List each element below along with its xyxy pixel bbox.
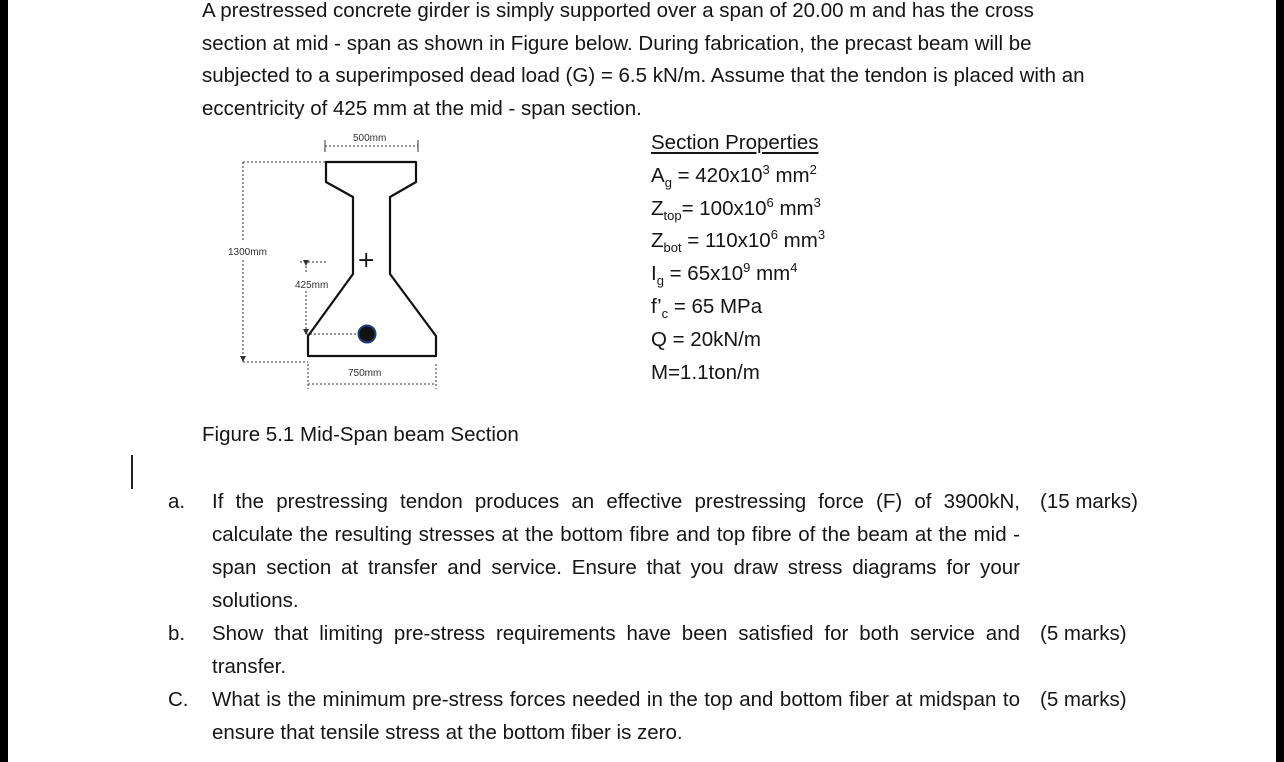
question-marks: (15 marks) <box>1040 490 1138 513</box>
bottom-section-modulus-property: $Z_{bot} = 110x10^6$ $mm^3$ <box>651 227 826 256</box>
question-item <box>168 485 1168 617</box>
question-text: Show that limiting pre-stress requirements have been satisfied for both service and transfer. <box>212 622 1020 678</box>
eccentricity-label: 425mm <box>295 280 329 291</box>
question-letter: b. <box>168 622 186 645</box>
centroid-marker: + <box>357 248 376 273</box>
question-letter: a. <box>168 490 186 513</box>
live-load-property: Q = 20kN/m <box>651 327 761 351</box>
moment-property: M=1.1ton/m <box>651 360 760 384</box>
document-page <box>8 0 1276 762</box>
concrete-strength-property: $f’_c = 65$ MPa <box>651 294 763 322</box>
question-item <box>168 683 1168 749</box>
gross-area-property: $A_g = 420x10^3$ $mm^2$ <box>651 161 817 190</box>
bottom-width-label: 750mm <box>348 368 382 379</box>
bottom-width-dimension <box>308 364 436 389</box>
top-width-label: 500mm <box>353 133 387 144</box>
top-section-modulus-property: $Z_{top}= 100x10^6$ $mm^3$ <box>651 194 821 223</box>
mid-span-section-figure <box>208 124 448 394</box>
eccentricity-dimension <box>295 260 358 335</box>
top-width-dimension <box>325 133 418 152</box>
moment-of-inertia-property: $I_g = 65x10^9$ $mm^4$ <box>651 260 798 289</box>
text-cursor <box>131 455 133 489</box>
tendon-circle <box>359 326 376 343</box>
question-marks: (5 marks) <box>1040 688 1127 711</box>
i-beam-section-drawing <box>208 124 448 394</box>
problem-statement: A prestressed concrete girder is simply supported over a span of 20.00 m and has the cross section at mid - span as shown in Figure below. During fabrication, the precast beam will be subjected to a superimposed dead load (G) = 6.5 kN/m. Assume that the tendon is placed with an eccentricity of 425 mm at the mid - span section. <box>202 0 1085 120</box>
height-label: 1300mm <box>228 247 267 258</box>
question-text: What is the minimum pre-stress forces needed in the top and bottom fiber at midspan to ensure that tensile stress at the bottom fiber is zero. <box>212 688 1020 744</box>
figure-caption: Figure 5.1 Mid-Span beam Section <box>202 423 519 446</box>
question-item <box>168 617 1168 683</box>
question-text: If the prestressing tendon produces an effective prestressing force (F) of 3900kN, calculate the resulting stresses at the bottom fibre and top fibre of the beam at the mid - span section at transfer and service. Ensure that you draw stress diagrams for your solutions. <box>212 490 1020 612</box>
question-marks: (5 marks) <box>1040 622 1127 645</box>
question-list <box>168 485 1168 749</box>
question-letter: C. <box>168 688 189 711</box>
section-properties-list <box>651 127 825 389</box>
section-properties-heading: Section Properties <box>651 131 819 154</box>
